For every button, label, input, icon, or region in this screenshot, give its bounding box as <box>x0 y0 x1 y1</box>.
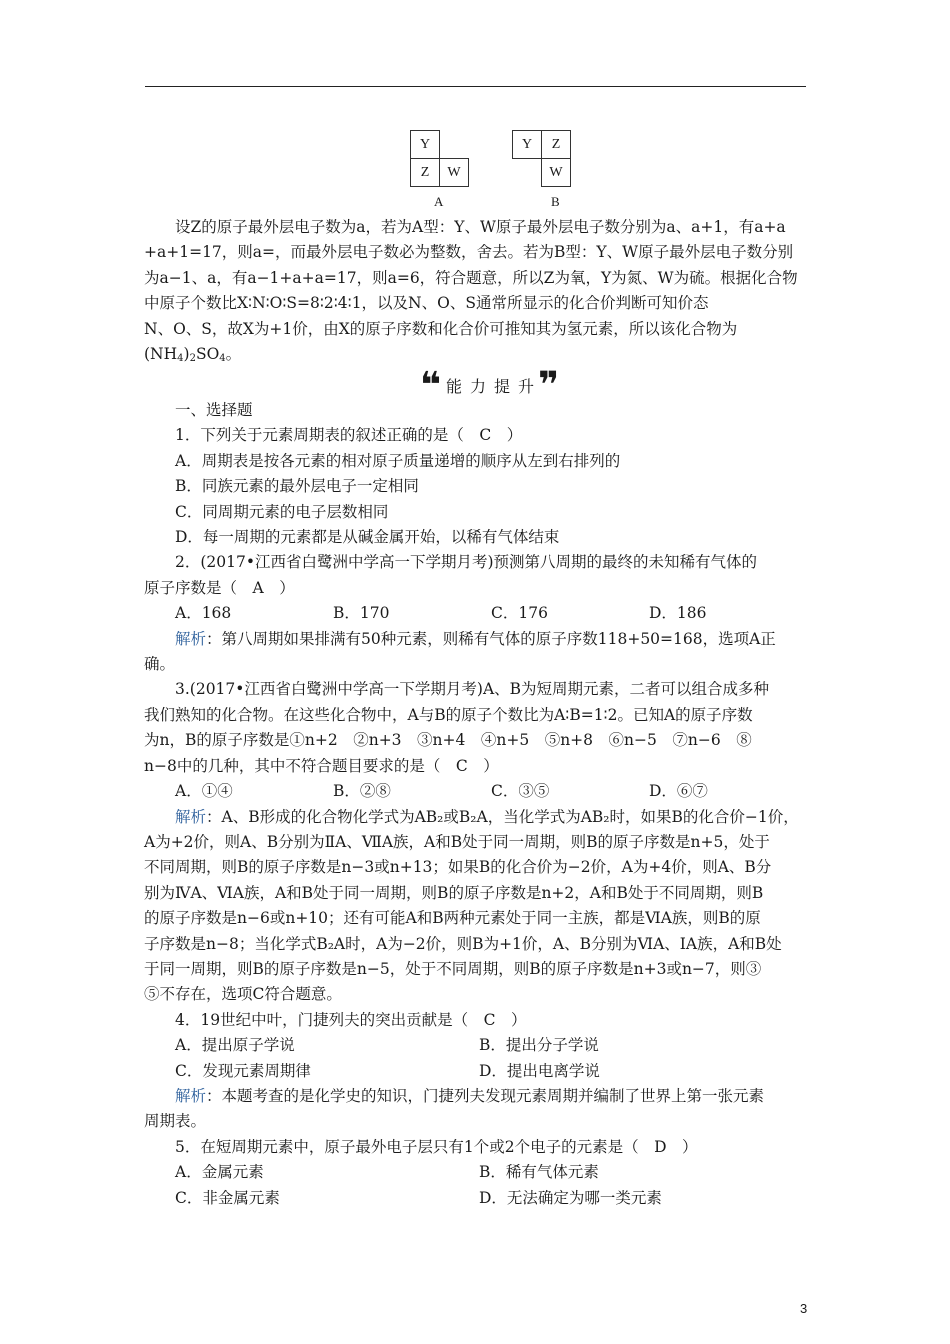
option: C．176 <box>491 604 548 623</box>
section-banner <box>420 365 560 406</box>
cell-a-z: Z <box>411 159 440 187</box>
explanation: 子序数是n−8；当化学式B₂A时，A为−2价，则B为+1价，A、B分别为ⅥA、ⅠA族，A和B处 <box>144 934 782 953</box>
option: C．发现元素周期律 <box>175 1061 311 1080</box>
question-stem: 4．19世纪中叶，门捷列夫的突出贡献是（ C ） <box>175 1010 527 1029</box>
explanation: 于同一周期，则B的原子序数是n−5，处于不同周期，则B的原子序数是n+3或n−7，则③ <box>144 959 762 978</box>
option: A．168 <box>175 604 232 623</box>
solution-line: +a+1=17，则a=，而最外层电子数必为整数，舍去。若为B型：Y、W原子最外层电子数分别 <box>144 243 794 262</box>
option: C．③⑤ <box>491 782 550 801</box>
explanation: 别为ⅣA、ⅥA族，A和B处于同一周期，则B的原子序数是n+2，A和B处于不同周期，则B <box>144 883 764 902</box>
cell-b-w: W <box>542 159 571 187</box>
explanation: 不同周期，则B的原子序数是n−3或n+13；如果B的化合价为−2价，A为+4价，则A、B分 <box>144 858 772 877</box>
option: B．②⑧ <box>333 782 391 801</box>
question-stem: 5．在短周期元素中，原子最外电子层只有1个或2个电子的元素是（ D ） <box>175 1137 698 1156</box>
option: D．提出电离学说 <box>479 1061 600 1080</box>
solution-line: 设Z的原子最外层电子数为a，若为A型：Y、W原子最外层电子数分别为a、a+1，有a+a <box>175 218 786 236</box>
option: B．稀有气体元素 <box>479 1163 599 1182</box>
explanation: A为+2价，则A、B分别为ⅡA、ⅦA族，A和B处于同一周期，则B的原子序数是n+5，处于 <box>144 832 770 851</box>
previous-solution <box>144 215 807 371</box>
solution-line: N、O、S，故X为+1价，由X的原子序数和化合价可推知其为氢元素，所以该化合物为 <box>144 319 738 338</box>
solution-line: $(NH_4)_2SO_4$。 <box>144 345 242 365</box>
question-stem: n−8中的几种，其中不符合题目要求的是（ C ） <box>144 756 499 775</box>
banner-title: 能力提升 <box>446 377 543 396</box>
option-row <box>175 1059 807 1084</box>
option: B．提出分子学说 <box>479 1036 599 1055</box>
solution-line: 中原子个数比X∶N∶O∶S=8∶2∶4∶1，以及N、O、S通常所显示的化合价判断可知价态 <box>144 294 709 313</box>
solution-line: 为a−1、a，有a−1+a+a=17，则a=6，符合题意，所以Z为氧，Y为氮、W为硫。根据化合物 <box>144 268 798 287</box>
question-stem: 1．下列关于元素周期表的叙述正确的是（ C ） <box>175 426 523 445</box>
option: C．同周期元素的电子层数相同 <box>175 502 389 521</box>
figure-label-a: A <box>434 194 444 209</box>
option: D．无法确定为哪一类元素 <box>479 1188 662 1207</box>
explanation: 的原子序数是n−6或n+10；还有可能A和B两种元素处于同一主族，都是ⅥA族，则B的原 <box>144 909 761 928</box>
cell-b-y: Y <box>513 131 542 159</box>
section-title: 一、选择题 <box>175 401 253 419</box>
option: A．周期表是按各元素的相对原子质量递增的顺序从左到右排列的 <box>175 451 621 470</box>
option-row <box>175 601 807 626</box>
cell-b-z: Z <box>542 131 571 159</box>
explanation: 解析：本题考查的是化学史的知识，门捷列夫发现元素周期并编制了世界上第一张元素 <box>175 1086 765 1105</box>
question-stem: 原子序数是（ A ） <box>144 578 295 597</box>
question-list <box>144 398 807 1211</box>
question-stem: 为n，B的原子序数是①n+2 ②n+3 ③n+4 ④n+5 ⑤n+8 ⑥n−5 ⑦n−6 ⑧ <box>144 731 752 750</box>
option: A．提出原子学说 <box>175 1036 295 1055</box>
option: D．186 <box>649 604 707 623</box>
option-row <box>175 779 807 804</box>
question-stem: 2．(2017•江西省白鹭洲中学高一下学期月考)预测第八周期的最终的未知稀有气体的 <box>175 553 758 572</box>
option: A．①④ <box>175 782 233 801</box>
open-quote-icon: ❝ <box>420 365 442 406</box>
periodic-fragment-a <box>410 130 469 187</box>
option: A．金属元素 <box>175 1163 264 1182</box>
explanation: 周期表。 <box>144 1112 207 1131</box>
question-stem: 我们熟知的化合物。在这些化合物中，A与B的原子个数比为A∶B=1∶2。已知A的原子序数 <box>144 705 753 724</box>
option: C．非金属元素 <box>175 1188 280 1207</box>
figure-label-b: B <box>551 194 560 209</box>
explanation: ⑤不存在，选项C符合题意。 <box>144 985 342 1004</box>
option-row <box>175 1160 807 1185</box>
option-row <box>175 1033 807 1058</box>
explanation: 解析：A、B形成的化合物化学式为AB₂或B₂A，当化学式为AB₂时，如果B的化合价−1价， <box>175 807 799 826</box>
option: D．⑥⑦ <box>649 782 708 801</box>
explanation: 解析：第八周期如果排满有50种元素，则稀有气体的原子序数118+50=168，选项A正 <box>175 629 776 648</box>
header-rule <box>145 86 806 87</box>
option: B．同族元素的最外层电子一定相同 <box>175 477 419 496</box>
close-quote-icon: ❞ <box>538 365 560 406</box>
cell-a-w: W <box>440 159 469 187</box>
question-stem: 3.(2017•江西省白鹭洲中学高一下学期月考)A、B为短周期元素，二者可以组合成多种 <box>175 680 770 699</box>
cell-a-y: Y <box>411 131 440 159</box>
periodic-fragment-b <box>512 130 571 187</box>
option-row <box>175 1186 807 1211</box>
option: B．170 <box>333 604 390 623</box>
option: D．每一周期的元素都是从碱金属开始，以稀有气体结束 <box>175 528 560 547</box>
explanation: 确。 <box>144 655 176 674</box>
page-number: 3 <box>800 1301 808 1316</box>
